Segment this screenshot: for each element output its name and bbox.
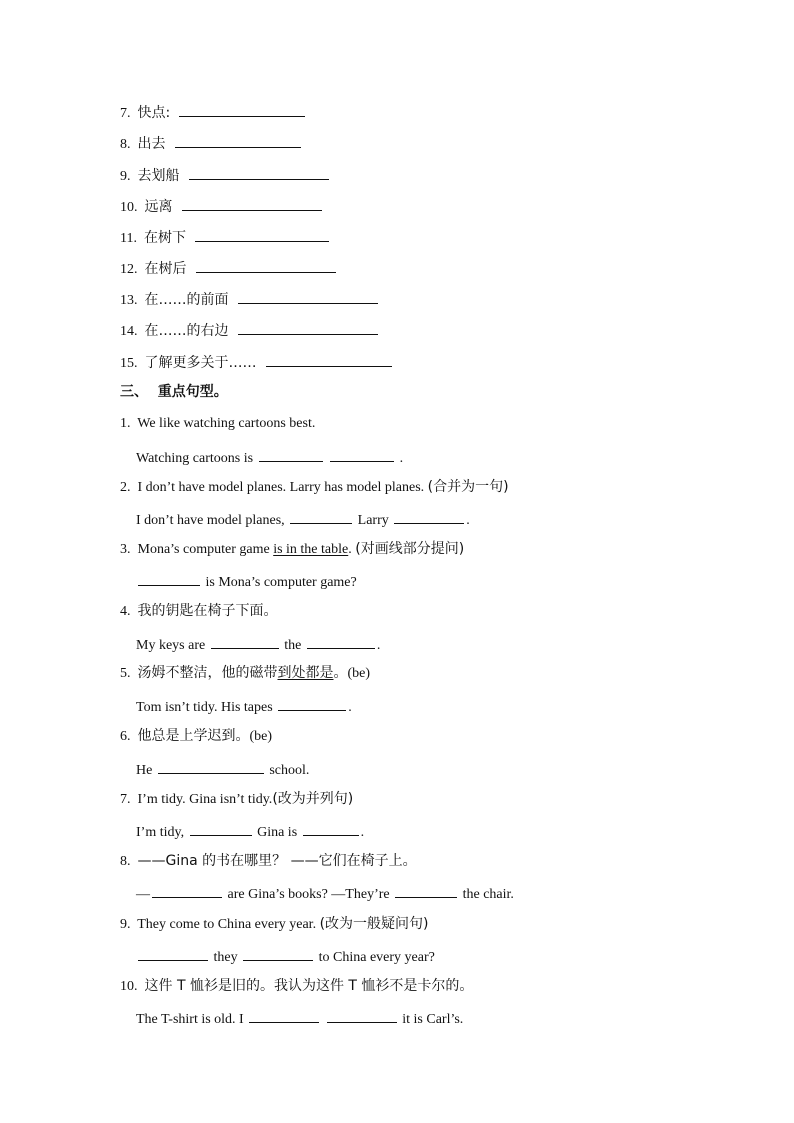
question-line: 3. Mona’s computer game is in the table. (对画线部分提问) (120, 541, 465, 557)
answer-blank[interactable] (182, 196, 322, 211)
answer-line: — are Gina’s books? —They’re the chair. (136, 883, 514, 904)
answer-blank[interactable] (138, 946, 208, 961)
answer-line: My keys are the . (136, 634, 380, 655)
answer-blank[interactable] (327, 1008, 397, 1023)
question-line: 4. 我的钥匙在椅子下面。 (120, 603, 278, 619)
answer-blank[interactable] (195, 227, 329, 242)
question-line: 9. They come to China every year. (改为一般疑问句) (120, 916, 429, 932)
answer-blank[interactable] (303, 821, 359, 836)
answer-line: I’m tidy, Gina is . (136, 821, 364, 842)
answer-blank[interactable] (330, 447, 394, 462)
vocab-item: 7. 快点: (120, 102, 307, 123)
answer-line: The T-shirt is old. I it is Carl’s. (136, 1008, 463, 1029)
answer-blank[interactable] (238, 289, 378, 304)
question-line: 1. We like watching cartoons best. (120, 416, 316, 431)
answer-blank[interactable] (290, 509, 352, 524)
answer-blank[interactable] (196, 258, 336, 273)
answer-blank[interactable] (138, 571, 200, 586)
vocab-item: 8. 出去 (120, 133, 303, 154)
answer-line: Tom isn’t tidy. His tapes . (136, 696, 352, 717)
answer-blank[interactable] (190, 821, 252, 836)
answer-blank[interactable] (158, 759, 264, 774)
question-line: 2. I don’t have model planes. Larry has model planes. (合并为一句) (120, 479, 509, 495)
vocab-item: 13. 在……的前面 (120, 289, 380, 310)
answer-blank[interactable] (238, 320, 378, 335)
answer-blank[interactable] (152, 883, 222, 898)
answer-blank[interactable] (175, 133, 301, 148)
answer-blank[interactable] (259, 447, 323, 462)
vocab-item: 15. 了解更多关于…… (120, 352, 394, 373)
answer-blank[interactable] (266, 352, 392, 367)
question-line: 5. 汤姆不整洁，他的磁带到处都是。(be) (120, 665, 371, 681)
answer-blank[interactable] (179, 102, 305, 117)
answer-blank[interactable] (249, 1008, 319, 1023)
answer-blank[interactable] (278, 696, 346, 711)
answer-blank[interactable] (189, 165, 329, 180)
answer-blank[interactable] (394, 509, 464, 524)
section-heading: 三、 重点句型。 (120, 384, 228, 400)
vocab-item: 9. 去划船 (120, 165, 331, 186)
vocab-item: 12. 在树后 (120, 258, 338, 279)
question-line: 6. 他总是上学迟到。(be) (120, 728, 273, 744)
question-line: 8. ——Gina 的书在哪里？ ——它们在椅子上。 (120, 853, 417, 869)
vocab-item: 11. 在树下 (120, 227, 331, 248)
question-line: 7. I’m tidy. Gina isn’t tidy.(改为并列句) (120, 791, 354, 807)
answer-line: they to China every year? (136, 946, 435, 967)
vocab-item: 10. 远离 (120, 196, 324, 217)
answer-blank[interactable] (243, 946, 313, 961)
answer-line: I don’t have model planes, Larry . (136, 509, 470, 530)
answer-line: He school. (136, 759, 309, 780)
vocab-item: 14. 在……的右边 (120, 320, 380, 341)
answer-blank[interactable] (395, 883, 457, 898)
answer-blank[interactable] (211, 634, 279, 649)
answer-line: is Mona’s computer game? (136, 571, 357, 592)
answer-line: Watching cartoons is . (136, 447, 403, 468)
question-line: 10. 这件 T 恤衫是旧的。我认为这件 T 恤衫不是卡尔的。 (120, 978, 474, 994)
answer-blank[interactable] (307, 634, 375, 649)
